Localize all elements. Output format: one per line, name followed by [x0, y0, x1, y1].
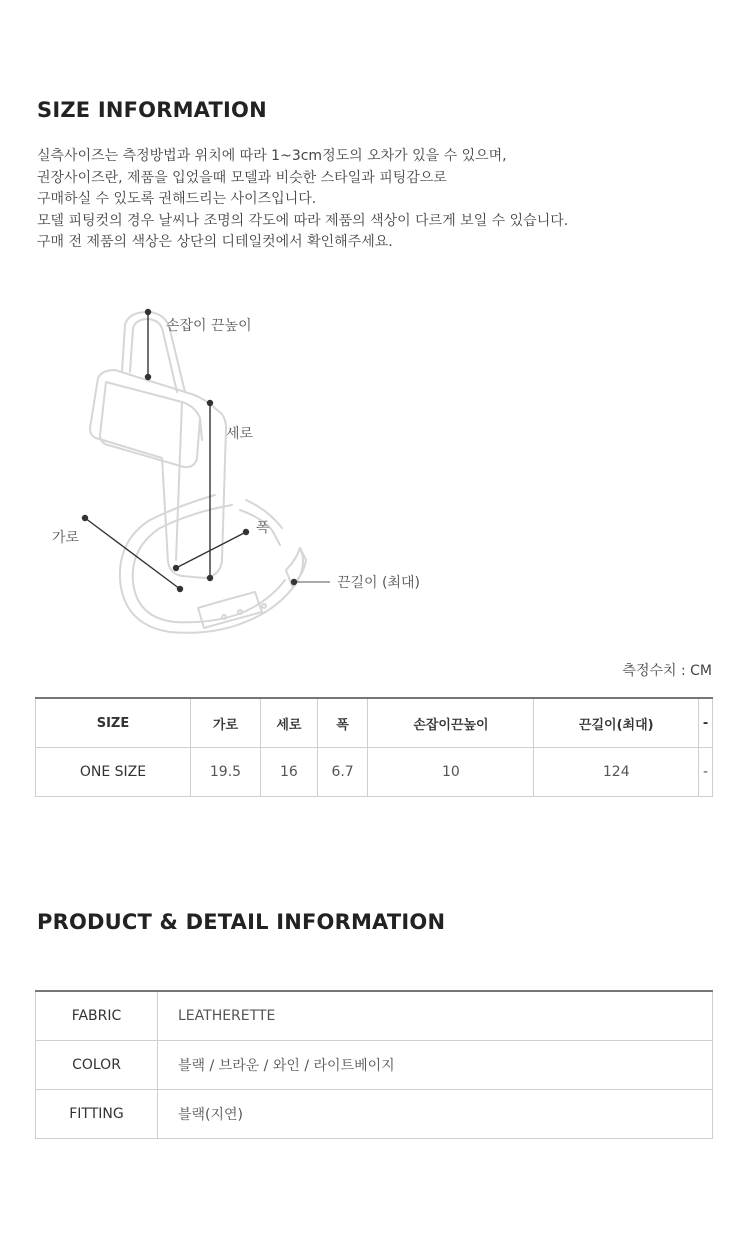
table-row: [36, 1090, 713, 1139]
size-header-cell: 끈길이(최대): [534, 698, 699, 748]
product-detail-title: PRODUCT & DETAIL INFORMATION: [37, 910, 446, 934]
info-value: LEATHERETTE: [158, 991, 713, 1041]
size-header-cell: 세로: [260, 698, 317, 748]
table-row: [36, 991, 713, 1041]
size-header-cell: 가로: [191, 698, 261, 748]
size-header-cell: -: [699, 698, 713, 748]
table-row: [36, 748, 713, 797]
size-note: 모델 피팅컷의 경우 날씨나 조명의 각도에 따라 제품의 색상이 다르게 보일 수 있습니다.: [37, 212, 569, 229]
product-info-table: [35, 990, 713, 1139]
size-information-title: SIZE INFORMATION: [37, 98, 267, 122]
size-cell: 16: [260, 748, 317, 797]
size-note: 구매 전 제품의 색상은 상단의 디테일컷에서 확인해주세요.: [37, 234, 393, 250]
label-width: 가로: [52, 530, 80, 546]
size-cell: 19.5: [191, 748, 261, 797]
size-table-header: [36, 698, 713, 748]
size-note: 실측사이즈는 측정방법과 위치에 따라 1~3cm정도의 오차가 있을 수 있으며,: [37, 148, 507, 164]
size-note: 권장사이즈란, 제품을 입었을때 모델과 비슷한 스타일과 피팅감으로: [37, 169, 447, 186]
label-height: 세로: [226, 426, 254, 442]
size-notes: [37, 146, 568, 254]
table-row: [36, 1041, 713, 1090]
size-header-cell: 손잡이끈높이: [368, 698, 534, 748]
info-key: FABRIC: [36, 991, 158, 1041]
size-table: [35, 697, 713, 797]
info-value: 블랙 / 브라운 / 와인 / 라이트베이지: [158, 1041, 713, 1090]
size-cell: 10: [368, 748, 534, 797]
label-strap-length: 끈길이 (최대): [337, 575, 420, 591]
size-cell: 6.7: [317, 748, 368, 797]
bag-measurement-diagram: [0, 290, 750, 650]
label-handle-height: 손잡이 끈높이: [166, 318, 252, 334]
info-value: 블랙(지연): [158, 1090, 713, 1139]
info-key: COLOR: [36, 1041, 158, 1090]
size-note: 구매하실 수 있도록 권해드리는 사이즈입니다.: [37, 191, 317, 207]
size-cell: -: [699, 748, 713, 797]
size-cell: 124: [534, 748, 699, 797]
size-header-cell: SIZE: [36, 698, 191, 748]
size-header-cell: 폭: [317, 698, 368, 748]
label-depth: 폭: [256, 520, 270, 536]
size-cell: ONE SIZE: [36, 748, 191, 797]
info-key: FITTING: [36, 1090, 158, 1139]
measurement-unit: 측정수치 : CM: [622, 663, 712, 679]
